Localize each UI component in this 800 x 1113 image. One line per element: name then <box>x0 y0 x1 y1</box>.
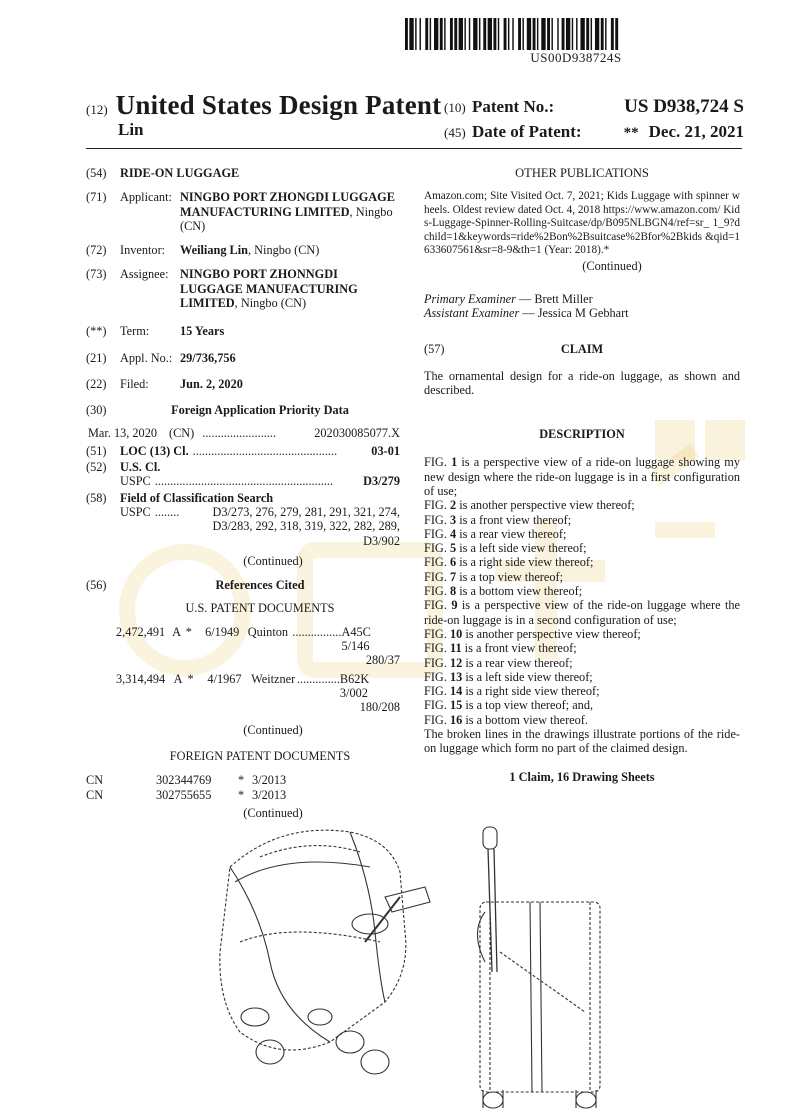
field-30-priority-heading: (30) Foreign Application Priority Data <box>86 403 349 418</box>
figure-number: 16 <box>449 712 463 727</box>
foreign-reference-list <box>86 773 400 802</box>
field-56-references-heading: (56) References Cited <box>86 578 305 593</box>
foreign-patent-docs-heading: FOREIGN PATENT DOCUMENTS <box>169 748 351 763</box>
figure-description: FIG. 4 is a rear view thereof; <box>424 526 567 541</box>
inventor-name: Weiliang Lin <box>180 243 248 258</box>
field-term: (**) Term: 15 Years <box>86 324 400 338</box>
application-number: 29/736,756 <box>180 350 236 365</box>
search-classes: D3/273, 276, 279, 281, 291, 321, 274, D3/283, 292, 318, 319, 322, 282, 289, D3/902 <box>212 505 400 548</box>
foreign-reference-row: CN 302755655 * 3/2013 <box>86 787 287 802</box>
loc-value: 03-01 <box>371 443 400 458</box>
assistant-examiner: Assistant Examiner — Jessica M Gebhart <box>424 305 629 320</box>
reference-number: 3,314,494 <box>116 671 166 686</box>
date-of-patent-label: Date of Patent: <box>472 122 582 141</box>
broken-lines-note: The broken lines in the drawings illustrate portions of the ride-on luggage which form no part of the claimed design. <box>424 727 740 756</box>
field-72-inventor: (72) Inventor: Weiliang Lin, Ningbo (CN) <box>86 243 320 258</box>
assignee-name: NINGBO PORT ZHONNGDI LUGGAGE MANUFACTURING LIMITED <box>180 267 358 311</box>
figure-number: 12 <box>449 655 463 670</box>
reference-class-secondary: 280/37 <box>365 653 400 668</box>
description-heading: DESCRIPTION <box>539 427 625 442</box>
figure-number: 11 <box>449 641 462 656</box>
figure-description: FIG. 13 is a left side view thereof; <box>424 669 593 684</box>
figure-number: 2 <box>449 498 457 513</box>
luggage-drawing <box>200 812 620 1112</box>
inventor-surname: Lin <box>118 120 144 139</box>
uspc-line: USPC .......................................................... D3/279 <box>120 474 400 489</box>
patent-type-title: United States Design Patent <box>115 90 442 120</box>
figure-description: FIG. 12 is a rear view thereof; <box>424 655 573 670</box>
header-divider <box>86 148 742 149</box>
patent-number-block <box>444 96 744 142</box>
priority-number: 202030085077.X <box>314 425 400 440</box>
field-51-loc: (51) LOC (13) Cl. ............................................... 03-01 <box>86 443 400 458</box>
reference-class: B62K 3/002 <box>339 671 370 701</box>
figure-description: FIG. 6 is a right side view thereof; <box>424 555 594 570</box>
inid-code-45: (45) <box>444 125 466 140</box>
figure-description: FIG. 7 is a top view thereof; <box>424 569 564 584</box>
figure-description: FIG. 2 is another perspective view thereof; <box>424 498 635 513</box>
reference-number: 2,472,491 <box>116 624 166 639</box>
figure-number: 1 <box>451 455 458 470</box>
us-reference-list <box>86 625 400 715</box>
other-publications-text: Amazon.com; Site Visited Oct. 7, 2021; Kids Luggage with spinner wheels. Oldest review dated Oct. 4, 2018 https://www.amazon.com/ Kids-Luggage-Spinner-Rolling-Suitcase/dp/B095NLBGN4/ref=sr_ 1_9?dchild=1&keywords=ride%2Bon%2Bsuitcase%2Bfor%2Bkids &qid=1633607561&sr=8-9&th=1 (Year: 2018).* <box>424 190 740 256</box>
inid-code-12: (12) <box>86 102 108 117</box>
patent-number: US D938,724 S <box>624 96 744 117</box>
figure-descriptions <box>424 455 740 727</box>
barcode-number: US00D938724S <box>530 50 622 65</box>
applicant-name: NINGBO PORT ZHONGDI LUGGAGE MANUFACTURING LIMITED <box>180 190 395 219</box>
us-reference-row: 3,314,494 A * 4/1967 Weitzner .............. B62K 3/002 <box>86 672 400 701</box>
figure-description: FIG. 10 is another perspective view thereof; <box>424 626 641 641</box>
date-of-patent: Dec. 21, 2021 <box>648 122 744 141</box>
reference-class-secondary: 180/208 <box>359 700 400 715</box>
figure-number: 4 <box>449 526 457 541</box>
figure-description: FIG. 1 is a perspective view of a ride-on luggage showing my new design where the ride-on luggage is in a first configuration of use; <box>424 455 740 498</box>
priority-date: Mar. 13, 2020 <box>88 425 157 440</box>
claims-sheets-count: 1 Claim, 16 Drawing Sheets <box>509 769 655 784</box>
figure-description: FIG. 11 is a front view thereof; <box>424 641 577 656</box>
figure-number: 7 <box>449 569 457 584</box>
figure-number: 9 <box>451 598 458 613</box>
reference-date: 6/1949 <box>205 624 240 639</box>
field-54-title: (54) RIDE-ON LUGGAGE <box>86 166 400 180</box>
figure-description: FIG. 9 is a perspective view of the ride-on luggage where the ride-on luggage is in a second configuration of use; <box>424 598 740 627</box>
invention-title: RIDE-ON LUGGAGE <box>120 166 240 180</box>
other-publications-heading: OTHER PUBLICATIONS <box>515 166 649 180</box>
field-71-applicant: (71) Applicant: NINGBO PORT ZHONGDI LUGGAGE MANUFACTURING LIMITED, Ningbo (CN) <box>86 190 395 233</box>
patent-no-label: Patent No.: <box>472 97 555 116</box>
figure-description: FIG. 5 is a left side view thereof; <box>424 541 587 556</box>
field-52-us-cl: (52) U.S. Cl. <box>86 460 161 475</box>
figure-description: FIG. 8 is a bottom view thereof; <box>424 584 583 599</box>
figure-number: 15 <box>449 698 463 713</box>
priority-entry: Mar. 13, 2020 (CN) ........................ 202030085077.X <box>88 425 400 440</box>
field-22-filed: (22) Filed: Jun. 2, 2020 <box>86 377 400 391</box>
figure-description: FIG. 14 is a right side view thereof; <box>424 684 600 699</box>
figure-number: 13 <box>449 669 463 684</box>
date-marker: ** <box>623 125 639 141</box>
field-21-appl-no: (21) Appl. No.: 29/736,756 <box>86 351 400 365</box>
primary-examiner: Primary Examiner — Brett Miller <box>424 291 593 306</box>
reference-name: Weitzner <box>251 671 296 686</box>
us-reference-row: 2,472,491 A * 6/1949 Quinton ................ A45C 5/146 <box>86 625 400 654</box>
figure-description: FIG. 3 is a front view thereof; <box>424 512 572 527</box>
reference-class: A45C 5/146 <box>341 624 371 654</box>
figure-description: FIG. 15 is a top view thereof; and, <box>424 698 594 713</box>
figure-number: 10 <box>449 626 463 641</box>
claim-heading: (57) CLAIM <box>424 342 604 357</box>
us-patent-docs-heading: U.S. PATENT DOCUMENTS <box>185 600 335 615</box>
field-73-assignee: (73) Assignee: NINGBO PORT ZHONNGDI LUGGAGE MANUFACTURING LIMITED, Ningbo (CN) <box>86 267 358 311</box>
filing-date: Jun. 2, 2020 <box>180 376 243 391</box>
uspc-value: D3/279 <box>363 474 400 489</box>
figure-number: 8 <box>449 584 457 599</box>
search-uspc: USPC ........ D3/273, 276, 279, 281, 291, 321, 274, D3/283, 292, 318, 319, 322, 282, 289, D3/902 <box>120 505 400 548</box>
figure-number: 5 <box>449 541 457 556</box>
barcode <box>405 18 747 50</box>
claim-text: The ornamental design for a ride-on luggage, as shown and described. <box>424 368 740 397</box>
figure-number: 14 <box>449 684 463 699</box>
reference-name: Quinton <box>247 624 289 639</box>
foreign-reference-row: CN 302344769 * 3/2013 <box>86 773 287 788</box>
figure-description: FIG. 16 is a bottom view thereof. <box>424 712 588 727</box>
bibliographic-column: (54) RIDE-ON LUGGAGE (71) Applicant: NINGBO PORT ZHONGDI LUGGAGE MANUFACTURING LIMITED, Ningbo (CN) (72) Inventor: Weiliang Lin, Ningbo (CN) (73) Assignee: NINGBO PORT ZHONNGDI LUGGAGE MANUFACTURING LIMITED, Ningbo (CN) (**) Term: 15 Years (21) Appl. No.: 29/736,756 (22) Filed: Jun. 2, 2020 (30) Foreign Application Priority Data Mar. 13, 2020 (CN) ........................ 202030085077.X (51) LOC (13) Cl. ............................................... 03-01 (52) U.S. Cl. USPC .......................................................... D3/279 (58) Field of Classification Search USPC ........ D3/273, 276, 279, 281, 291, 321, 274, D3/283, 292, 318, 319, 322, 282, 289, D3/902 (Continued) (56) References Cited U.S. PATENT DOCUMENTS 2,472,491 A * 6/1949 Quinton ................ A45C 5/146 280/37 3,314,494 A * 4/1967 Weitzner .............. B62K 3/002 180/208 (Continued) FOREIGN PATENT DOCUMENTS CN 302344769 * 3/2013 CN 302755655 * 3/2013 (Continued) <box>86 166 400 820</box>
field-58-search: (58) Field of Classification Search <box>86 490 274 505</box>
inid-code-10: (10) <box>444 100 466 115</box>
patent-type-heading <box>86 90 441 121</box>
term-value: 15 Years <box>180 324 225 339</box>
abstract-column: OTHER PUBLICATIONS Amazon.com; Site Visited Oct. 7, 2021; Kids Luggage with spinner wheels. Oldest review dated Oct. 4, 2018 https://www.amazon.com/ Kids-Luggage-Spinner-Rolling-Suitcase/dp/B095NLBGN4/ref=sr_ 1_9?dchild=1&keywords=ride%2Bon%2Bsuitcase%2Bfor%2Bkids &qid=1633607561&sr=8-9&th=1 (Year: 2018).* (Continued) Primary Examiner — Brett Miller Assistant Examiner — Jessica M Gebhart (57) CLAIM The ornamental design for a ride-on luggage, as shown and described. DESCRIPTION FIG. 1 is a perspective view of a ride-on luggage showing my new design where the ride-on luggage is in a first configuration of use; FIG. 2 is another perspective view thereof; FIG. 3 is a front view thereof; FIG. 4 is a rear view thereof; FIG. 5 is a left side view thereof; FIG. 6 is a right side view thereof; FIG. 7 is a top view thereof; FIG. 8 is a bottom view thereof; FIG. 9 is a perspective view of the ride-on luggage where the ride-on luggage is in a second configuration of use; FIG. 10 is another perspective view thereof; FIG. 11 is a front view thereof; FIG. 12 is a rear view thereof; FIG. 13 is a left side view thereof; FIG. 14 is a right side view thereof; FIG. 15 is a top view thereof; and, FIG. 16 is a bottom view thereof. The broken lines in the drawings illustrate portions of the ride-on luggage which form no part of the claimed design. 1 Claim, 16 Drawing Sheets <box>424 166 740 784</box>
figure-number: 3 <box>449 512 457 527</box>
reference-date: 4/1967 <box>207 671 242 686</box>
figure-number: 6 <box>449 555 457 570</box>
